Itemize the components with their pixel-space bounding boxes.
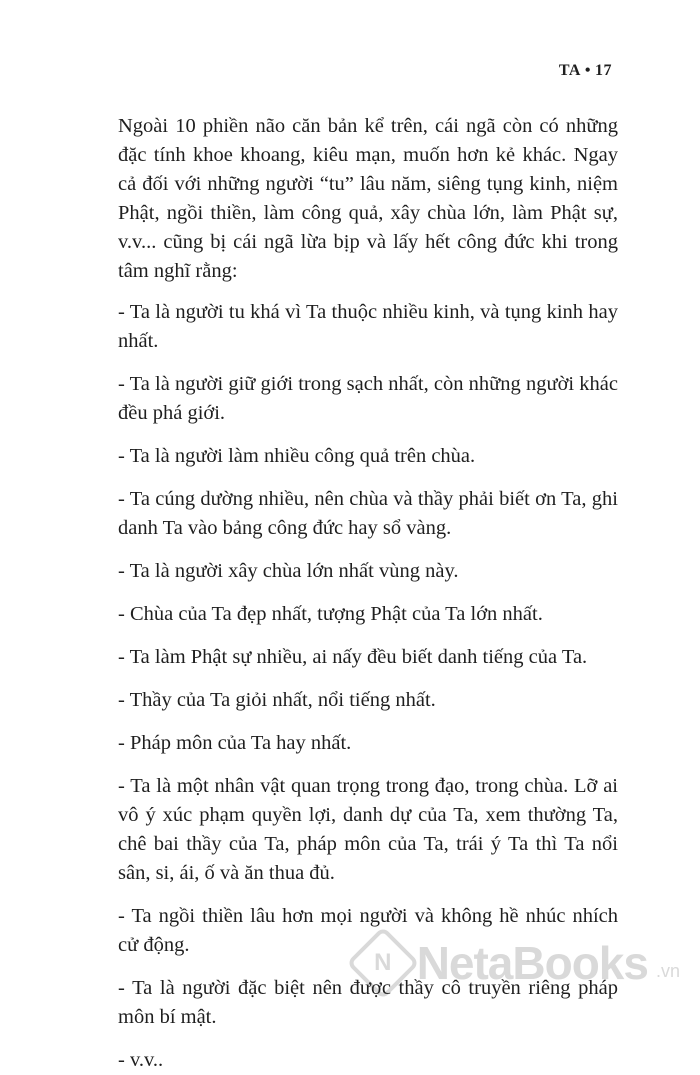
list-item: - Ta là người đặc biệt nên được thầy cô truyền riêng pháp môn bí mật. bbox=[118, 977, 618, 1028]
watermark-brand: NetaBooks bbox=[416, 937, 648, 989]
page-number: 17 bbox=[595, 62, 612, 79]
list-item: - Ta là người giữ giới trong sạch nhất, còn những người khác đều phá giới. bbox=[118, 373, 618, 424]
watermark-logo-letter: N bbox=[374, 949, 392, 976]
list-item: - Ta ngồi thiền lâu hơn mọi người và không hề nhúc nhích cử động. bbox=[118, 905, 618, 956]
running-header bbox=[559, 62, 612, 80]
list-item: - Ta là một nhân vật quan trọng trong đạo, trong chùa. Lỡ ai vô ý xúc phạm quyền lợi, danh dự của Ta, xem thường Ta, chê bai thầy của Ta, pháp môn của Ta, trái ý Ta thì Ta nổi sân, si, ái, ố và ăn thua đủ. bbox=[118, 775, 618, 884]
list-item: - Ta làm Phật sự nhiều, ai nấy đều biết danh tiếng của Ta. bbox=[118, 646, 588, 668]
intro-paragraph: Ngoài 10 phiền não căn bản kể trên, cái ngã còn có những đặc tính khoe khoang, kiêu mạn, muốn hơn kẻ khác. Ngay cả đối với những người “tu” lâu năm, siêng tụng kinh, niệm Phật, ngồi thiền, làm công quả, xây chùa lớn, làm Phật sự, v.v... cũng bị cái ngã lừa bịp và lấy hết công đức khi trong tâm nghĩ rằng: bbox=[118, 115, 618, 282]
netabooks-logo-icon bbox=[346, 926, 420, 1000]
watermark bbox=[357, 936, 680, 990]
list-item: - Pháp môn của Ta hay nhất. bbox=[118, 732, 352, 754]
list-item: - Ta là người làm nhiều công quả trên chùa. bbox=[118, 445, 476, 467]
list-item: - Ta cúng dường nhiều, nên chùa và thầy phải biết ơn Ta, ghi danh Ta vào bảng công đức hay sổ vàng. bbox=[118, 488, 618, 539]
running-title: TA bbox=[558, 62, 581, 79]
list-item: - Ta là người tu khá vì Ta thuộc nhiều kinh, và tụng kinh hay nhất. bbox=[118, 301, 618, 352]
list-item: - Thầy của Ta giỏi nhất, nổi tiếng nhất. bbox=[118, 689, 436, 711]
watermark-suffix: .vn bbox=[655, 961, 680, 981]
list-item: - Chùa của Ta đẹp nhất, tượng Phật của Ta lớn nhất. bbox=[118, 603, 543, 625]
list-item: - v.v.. bbox=[118, 1049, 164, 1071]
list-item: - Ta là người xây chùa lớn nhất vùng này. bbox=[118, 560, 459, 582]
body-text bbox=[118, 112, 618, 1075]
header-bullet: • bbox=[584, 62, 591, 79]
